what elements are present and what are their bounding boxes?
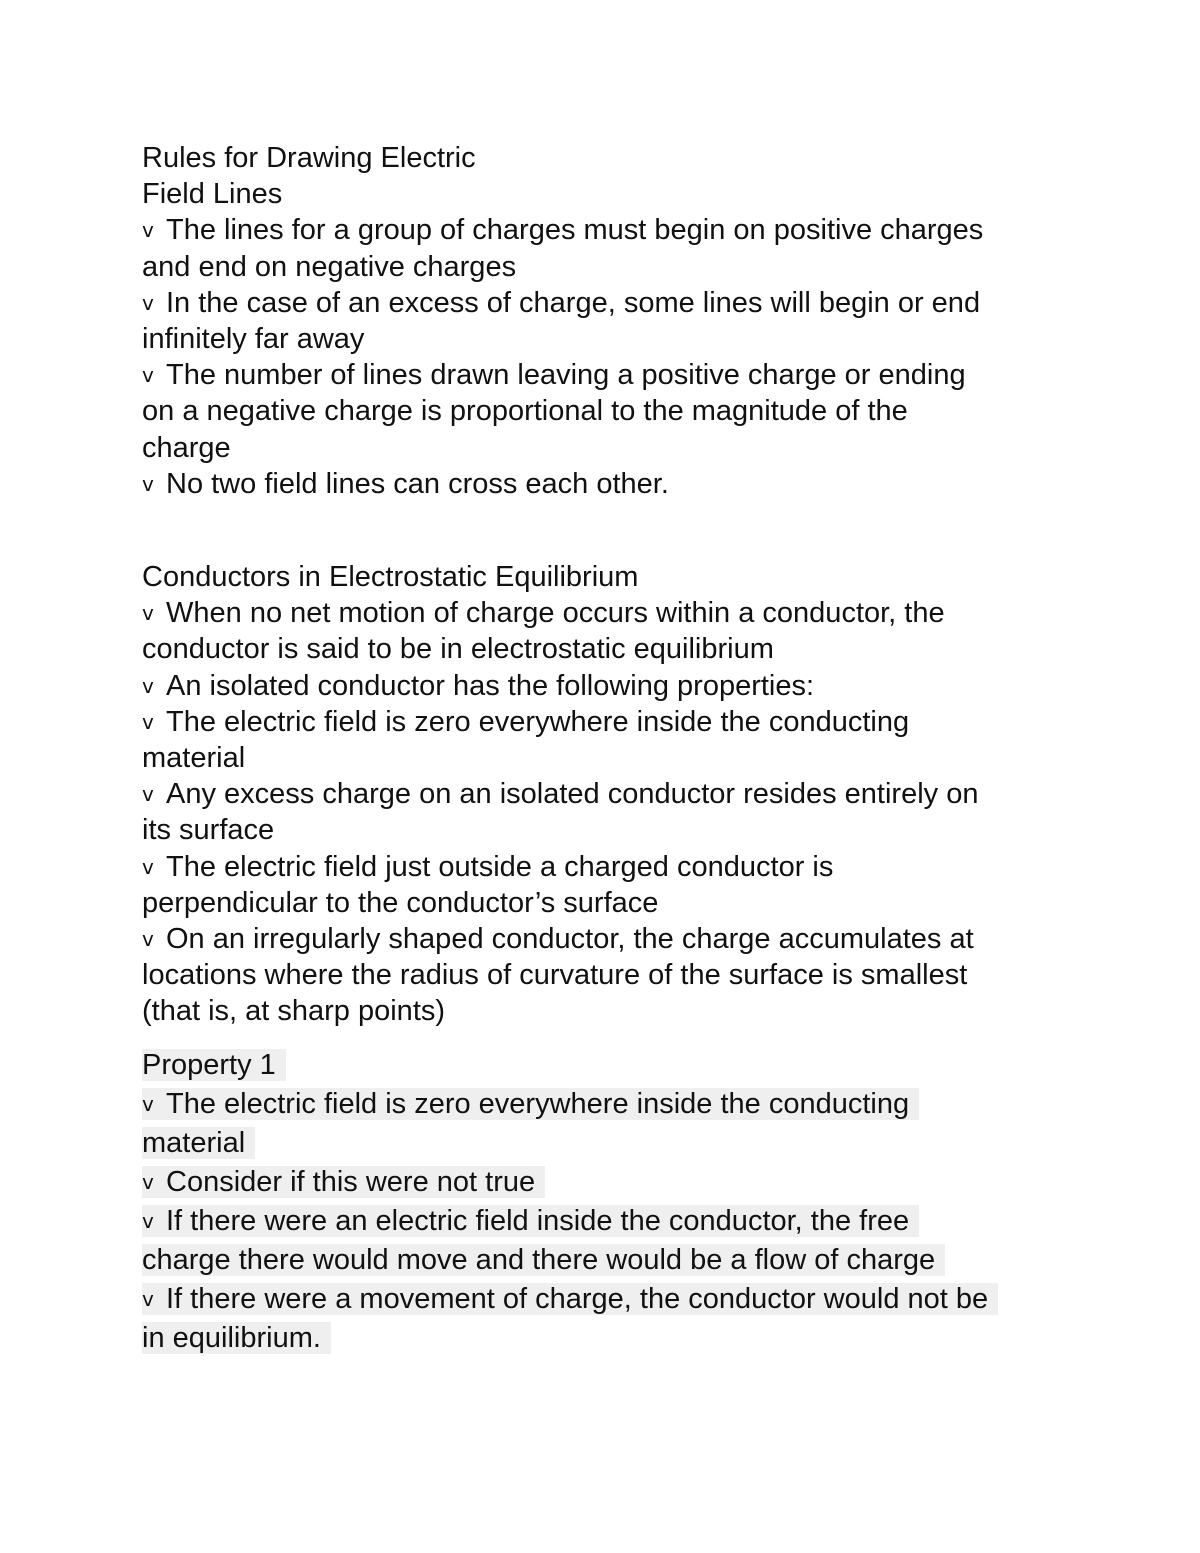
list-item — [142, 357, 1082, 466]
list-item — [142, 849, 1082, 921]
bullet-icon: v — [142, 1169, 154, 1194]
bullet-icon: v — [142, 782, 154, 807]
item-text: perpendicular to the conductor’s surface — [142, 886, 659, 919]
section-field-lines — [142, 140, 1082, 502]
list-item — [142, 285, 1082, 357]
item-text: An isolated conductor has the following properties: — [166, 669, 815, 702]
item-text: in equilibrium. — [142, 1322, 331, 1354]
bullet-icon: v — [142, 1208, 154, 1233]
item-text: locations where the radius of curvature of the surface is smallest — [142, 959, 968, 992]
item-text: charge — [142, 431, 231, 464]
item-text: On an irregularly shaped conductor, the charge accumulates at — [166, 923, 974, 956]
bullet-icon: v — [142, 1286, 154, 1311]
item-text: No two field lines can cross each other. — [166, 467, 669, 500]
bullet-icon: v — [142, 927, 154, 952]
section-title: Conductors in Electrostatic Equilibrium — [142, 561, 639, 594]
bullet-icon: v — [142, 363, 154, 388]
item-text: infinitely far away — [142, 323, 365, 356]
bullet-icon: v — [142, 218, 154, 243]
list-item — [142, 1163, 1082, 1202]
item-text: conductor is said to be in electrostatic equilibrium — [142, 633, 774, 666]
bullet-icon: v — [142, 854, 154, 879]
section-title: Field Lines — [142, 178, 283, 211]
section-property-1 — [142, 1046, 1082, 1358]
list-item — [142, 776, 1082, 848]
list-item — [142, 921, 1082, 1030]
item-text: its surface — [142, 814, 275, 847]
list-item — [142, 1280, 1082, 1358]
item-text: If there were an electric field inside the conductor, the free — [166, 1204, 910, 1237]
bullet-icon: v — [142, 673, 154, 698]
item-text: The electric field is zero everywhere inside the conducting — [166, 1087, 910, 1120]
item-text: material — [142, 742, 246, 775]
item-text: In the case of an excess of charge, some lines will begin or end — [166, 286, 981, 319]
list-item — [142, 595, 1082, 667]
bullet-icon: v — [142, 1091, 154, 1116]
item-text: Any excess charge on an isolated conductor resides entirely on — [166, 778, 979, 811]
list-item — [142, 668, 1082, 704]
bullet-icon: v — [142, 601, 154, 626]
bullet-icon: v — [142, 471, 154, 496]
section-conductors — [142, 559, 1082, 1030]
section-title: Property 1 — [142, 1049, 286, 1081]
item-text: If there were a movement of charge, the conductor would not be — [166, 1282, 989, 1315]
item-text: on a negative charge is proportional to the magnitude of the — [142, 395, 908, 428]
bullet-icon: v — [142, 290, 154, 315]
item-text: charge there would move and there would be a flow of charge — [142, 1244, 945, 1276]
list-item — [142, 1085, 1082, 1163]
list-item — [142, 466, 1082, 502]
item-text: The number of lines drawn leaving a positive charge or ending — [166, 359, 966, 392]
item-text: material — [142, 1127, 255, 1159]
list-item — [142, 1202, 1082, 1280]
item-text: Consider if this were not true — [166, 1165, 536, 1198]
item-text: The lines for a group of charges must begin on positive charges — [166, 214, 984, 247]
bullet-icon: v — [142, 709, 154, 734]
item-text: When no net motion of charge occurs within a conductor, the — [166, 597, 945, 630]
document-page — [142, 140, 1082, 1358]
section-title: Rules for Drawing Electric — [142, 142, 476, 174]
item-text: and end on negative charges — [142, 250, 517, 283]
list-item — [142, 212, 1082, 284]
item-text: The electric field just outside a charged conductor is — [166, 850, 834, 883]
list-item — [142, 704, 1082, 776]
item-text: The electric field is zero everywhere inside the conducting — [166, 705, 910, 738]
item-text: (that is, at sharp points) — [142, 995, 446, 1028]
